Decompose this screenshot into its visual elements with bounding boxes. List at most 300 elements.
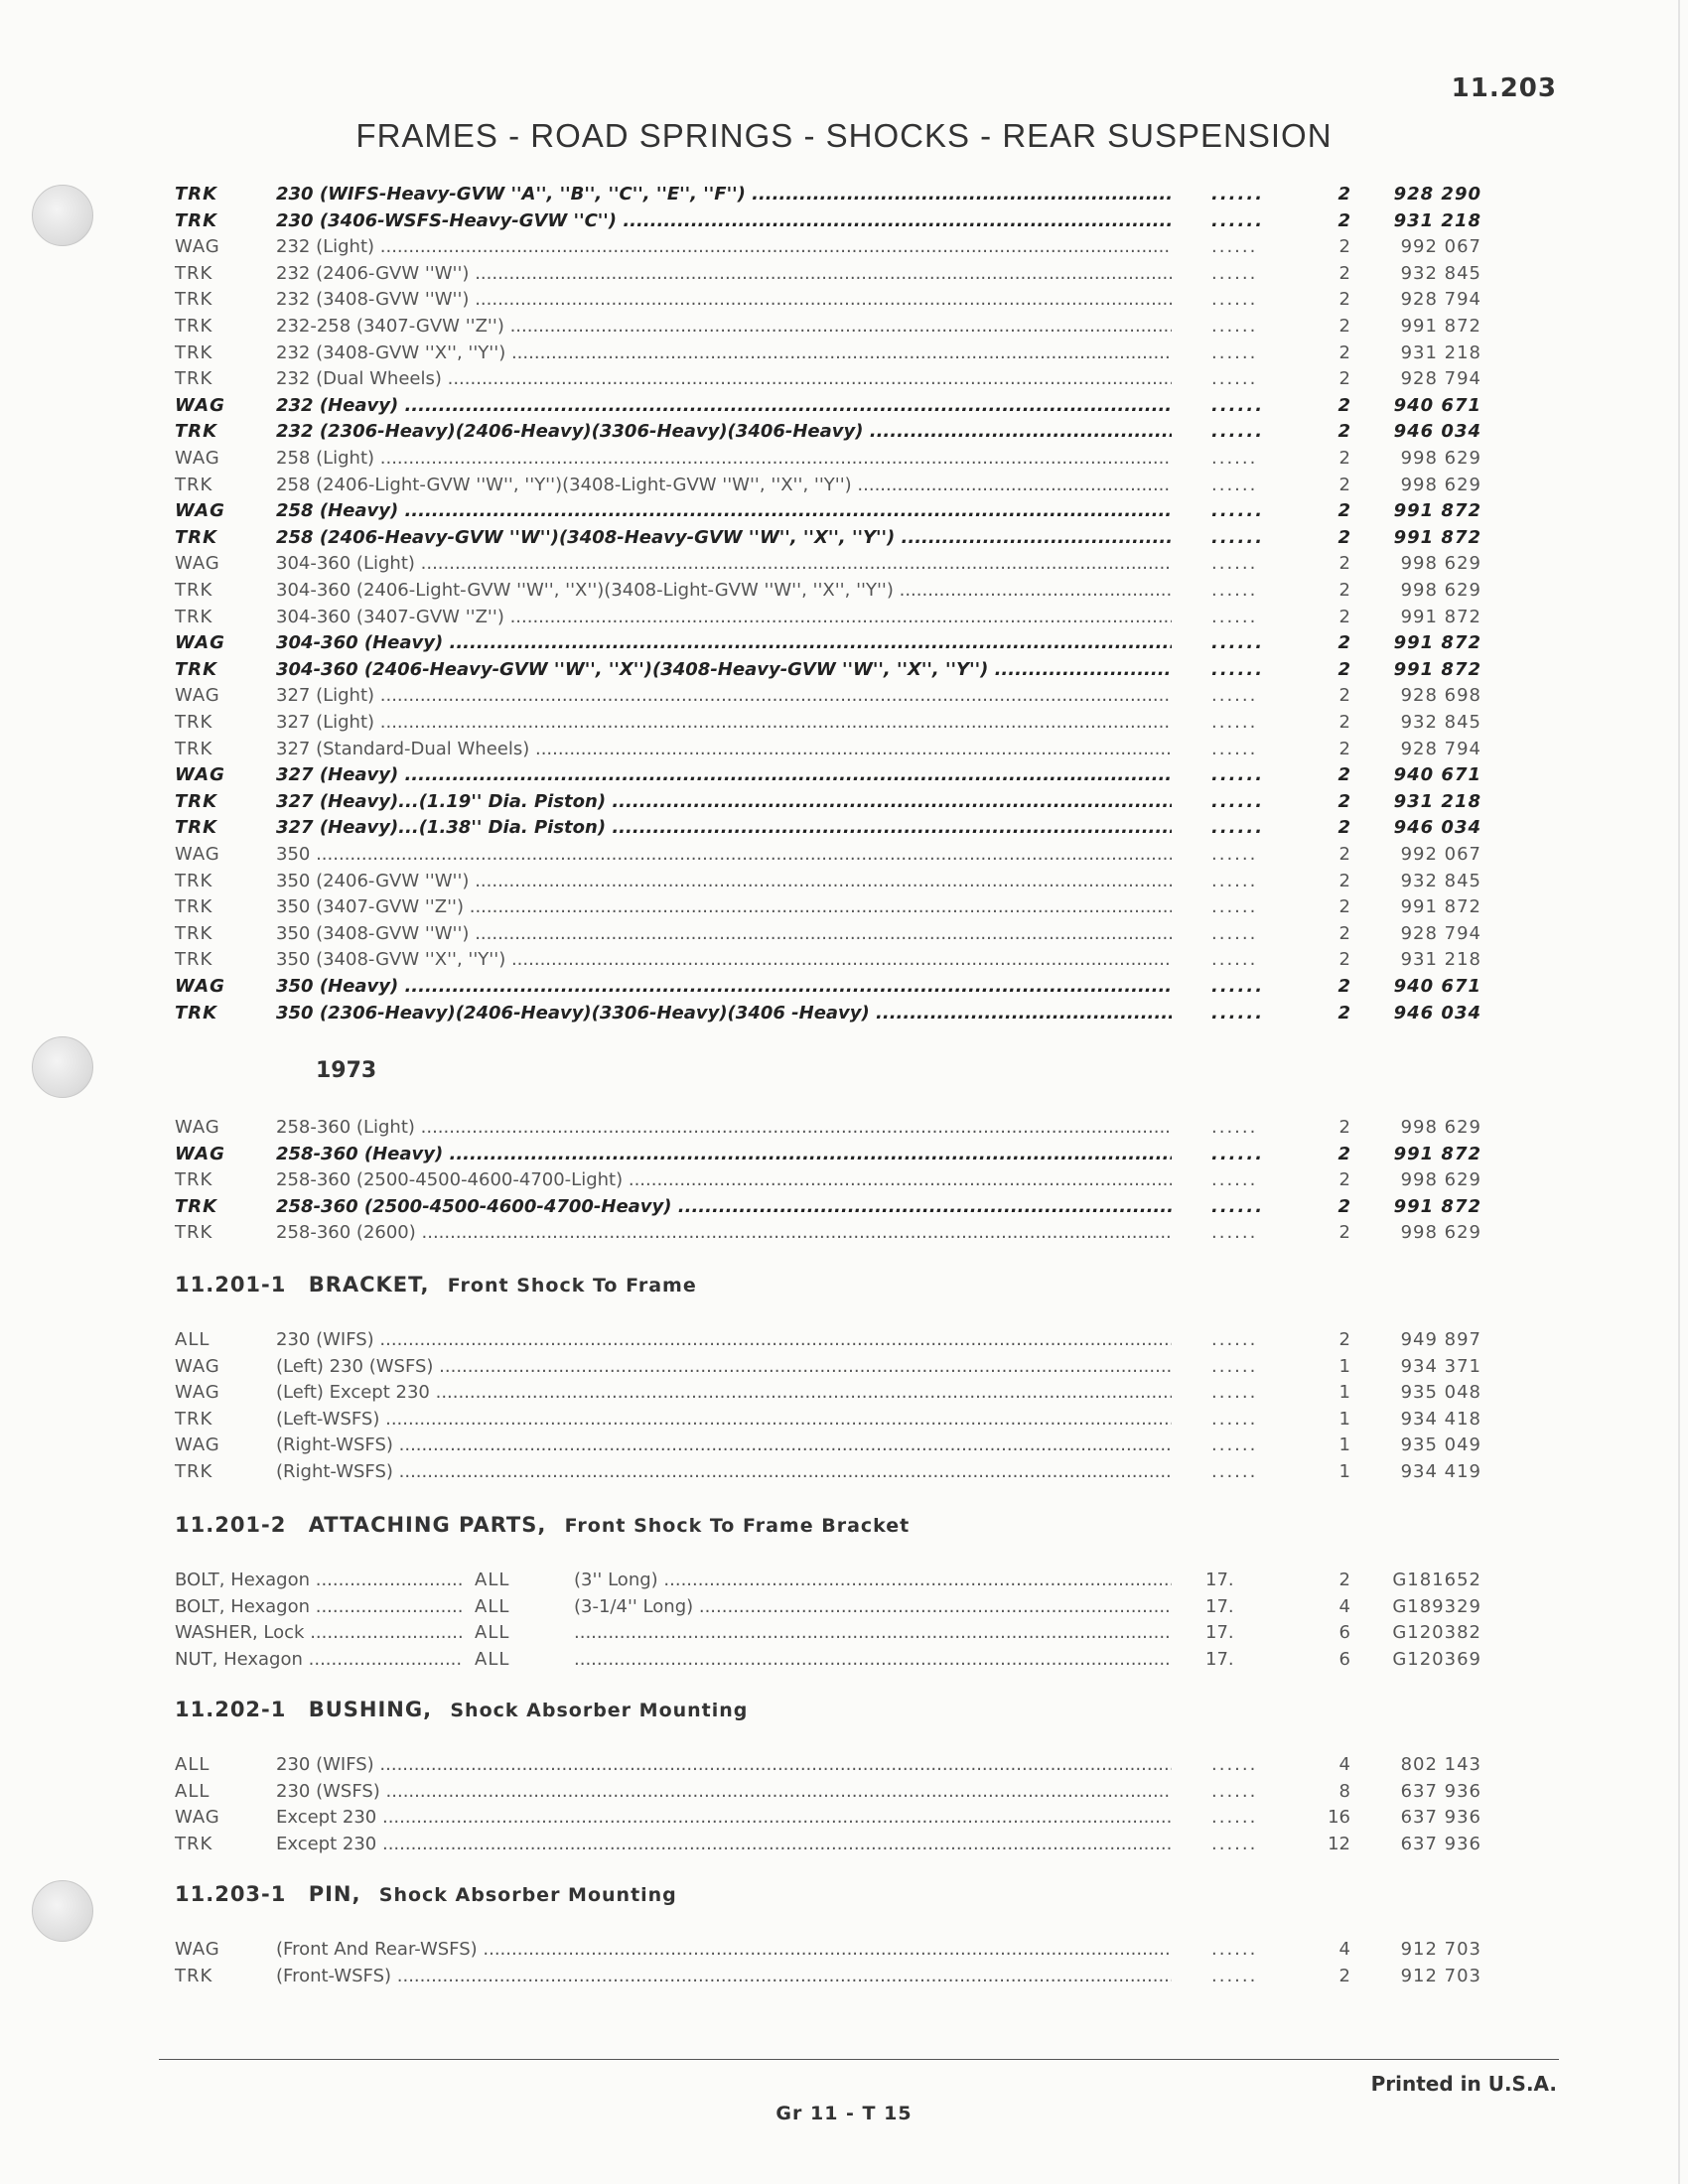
vehicle-type: TRK [175, 341, 213, 363]
part-number: 998 629 [1400, 1169, 1481, 1191]
part-number: 928 794 [1400, 289, 1481, 311]
application-description: 327 (Light) ..... [276, 709, 1172, 736]
table-row [0, 1936, 1688, 1963]
quantity: 2 [1338, 1169, 1350, 1191]
part-number: 934 371 [1400, 1355, 1481, 1377]
table-row [0, 286, 1688, 313]
part-number: 940 671 [1393, 764, 1481, 786]
quantity: 2 [1337, 658, 1350, 680]
application-description: (Right-WSFS) ..... [276, 1458, 1172, 1485]
application-description: Except 230 ..... [276, 1831, 1172, 1857]
part-number: G189329 [1392, 1595, 1481, 1617]
application-description: 304-360 (Heavy) ..... [276, 629, 1172, 656]
vehicle-type: TRK [175, 870, 213, 891]
group-code: ...... [1211, 1195, 1265, 1217]
table-row [0, 841, 1688, 868]
part-number: 991 872 [1393, 1143, 1481, 1164]
part-number: 991 872 [1400, 896, 1481, 918]
part-name: WASHER, Lock ..... [175, 1619, 463, 1646]
table-row [0, 920, 1688, 947]
quantity: 12 [1328, 1833, 1350, 1854]
part-number: 998 629 [1400, 474, 1481, 495]
quantity: 2 [1337, 764, 1350, 786]
group-code: ...... [1211, 394, 1265, 416]
table-row [0, 814, 1688, 841]
group-code: ...... [1211, 526, 1265, 548]
table-row [0, 1219, 1688, 1246]
quantity: 2 [1337, 500, 1350, 522]
group-code: ...... [1211, 316, 1258, 337]
quantity: 2 [1337, 976, 1350, 997]
group-code: ...... [1211, 236, 1258, 258]
quantity: 2 [1338, 580, 1350, 601]
group-number: 17. [1205, 1595, 1234, 1617]
vehicle-type: WAG [175, 1117, 220, 1138]
quantity: 2 [1337, 790, 1350, 812]
group-code: ...... [1211, 712, 1258, 733]
application-description: 232 (Heavy) ..... [276, 392, 1172, 419]
group-code: ...... [1211, 1939, 1258, 1960]
part-number: 928 698 [1400, 685, 1481, 707]
vehicle-type: TRK [175, 262, 213, 284]
application-description: (Front-WSFS) ..... [276, 1963, 1172, 1989]
vehicle-type: WAG [175, 236, 220, 258]
part-number: 932 845 [1400, 712, 1481, 733]
group-code: ...... [1211, 1143, 1265, 1164]
vehicle-type: WAG [175, 685, 220, 707]
vehicle-type: TRK [175, 1222, 213, 1244]
vehicle-type: TRK [175, 817, 218, 839]
table-row [0, 1193, 1688, 1220]
section-number: 11.201-1 [175, 1273, 287, 1297]
vehicle-type: TRK [175, 606, 213, 627]
application-description: 232-258 (3407-GVW ''Z'') ..... [276, 313, 1172, 340]
group-code: ...... [1211, 1169, 1258, 1191]
group-code: ...... [1211, 1002, 1265, 1024]
vehicle-type: WAG [175, 1434, 220, 1456]
table-row [0, 788, 1688, 815]
part-number: 912 703 [1400, 1965, 1481, 1986]
quantity: 2 [1338, 1117, 1350, 1138]
application-description: 350 (3407-GVW ''Z'') ..... [276, 893, 1172, 920]
quantity: 2 [1337, 209, 1350, 231]
table-row [0, 577, 1688, 604]
part-number: 934 418 [1400, 1408, 1481, 1430]
quantity: 2 [1338, 368, 1350, 390]
part-number: 998 629 [1400, 580, 1481, 601]
part-number: 928 794 [1400, 368, 1481, 390]
application-description: (Left) 230 (WSFS) ..... [276, 1353, 1172, 1380]
group-code: ...... [1211, 421, 1265, 443]
part-number: 932 845 [1400, 870, 1481, 891]
application-description [574, 1619, 1172, 1646]
vehicle-type: TRK [175, 658, 218, 680]
application-description: 350 ..... [276, 841, 1172, 868]
vehicle-type: TRK [175, 896, 213, 918]
table-row [0, 1114, 1688, 1141]
quantity: 2 [1338, 289, 1350, 311]
table-row [0, 233, 1688, 260]
quantity: 16 [1328, 1807, 1350, 1829]
table-row [0, 629, 1688, 656]
group-code: ...... [1211, 1780, 1258, 1802]
application-description [574, 1646, 1172, 1673]
part-number: 931 218 [1393, 790, 1481, 812]
group-code: ...... [1211, 1117, 1258, 1138]
group-code: ...... [1211, 817, 1265, 839]
quantity: 2 [1337, 632, 1350, 654]
table-row [0, 445, 1688, 472]
vehicle-type: TRK [175, 790, 218, 812]
part-number: 946 034 [1393, 817, 1481, 839]
part-number: 935 049 [1400, 1434, 1481, 1456]
part-number: 932 845 [1400, 262, 1481, 284]
table-row [0, 550, 1688, 577]
group-code: ...... [1211, 1408, 1258, 1430]
application-description: 232 (2406-GVW ''W'') ..... [276, 260, 1172, 287]
table-row [0, 1831, 1688, 1857]
table-row [0, 497, 1688, 524]
quantity: 2 [1338, 316, 1350, 337]
group-code: ...... [1211, 976, 1265, 997]
table-row [0, 1458, 1688, 1485]
table-row [0, 1963, 1688, 1989]
table-row [0, 868, 1688, 894]
section-subtitle: Shock Absorber Mounting [450, 1700, 749, 1721]
group-code: ...... [1211, 949, 1258, 971]
part-number: 637 936 [1400, 1833, 1481, 1854]
part-number: 931 218 [1400, 949, 1481, 971]
group-code: ...... [1211, 341, 1258, 363]
quantity: 2 [1338, 844, 1350, 865]
section-heading-pin [175, 1882, 677, 1906]
part-number: 928 794 [1400, 738, 1481, 759]
vehicle-type: WAG [175, 764, 225, 786]
table-row [0, 736, 1688, 762]
part-number: 991 872 [1393, 526, 1481, 548]
part-number: 998 629 [1400, 448, 1481, 469]
quantity: 2 [1338, 949, 1350, 971]
application-description: 327 (Light) ..... [276, 682, 1172, 709]
quantity: 2 [1338, 738, 1350, 759]
vehicle-type: TRK [175, 368, 213, 390]
part-name: BOLT, Hexagon ..... [175, 1593, 463, 1620]
quantity: 2 [1338, 712, 1350, 733]
part-number: 991 872 [1400, 606, 1481, 627]
vehicle-type: WAG [175, 1382, 220, 1404]
table-row [0, 1326, 1688, 1353]
quantity: 2 [1337, 1143, 1350, 1164]
part-number: 928 290 [1393, 184, 1481, 205]
quantity: 4 [1338, 1754, 1350, 1775]
quantity: 2 [1338, 474, 1350, 495]
part-number: 991 872 [1393, 500, 1481, 522]
section-number: 11.203-1 [175, 1882, 287, 1906]
table-row [0, 524, 1688, 551]
printed-in-label: Printed in U.S.A. [1370, 2072, 1557, 2096]
table-row [0, 1379, 1688, 1406]
group-code: ...... [1211, 896, 1258, 918]
vehicle-type: TRK [175, 738, 213, 759]
group-code: ...... [1211, 844, 1258, 865]
quantity: 4 [1338, 1595, 1350, 1617]
application-description: 258 (2406-Heavy-GVW ''W'')(3408-Heavy-GVW ''W'', ''X'', ''Y'') ..... [276, 524, 1172, 551]
table-row [0, 1141, 1688, 1167]
table-row [0, 761, 1688, 788]
group-code: ...... [1211, 1382, 1258, 1404]
group-code: ...... [1211, 764, 1265, 786]
vehicle-type: TRK [175, 316, 213, 337]
table-row [0, 973, 1688, 1000]
vehicle-type: WAG [175, 1143, 225, 1164]
part-number: 912 703 [1400, 1939, 1481, 1960]
group-code: ...... [1211, 368, 1258, 390]
footer-rule [159, 2059, 1559, 2060]
part-number: 934 419 [1400, 1461, 1481, 1482]
application-description: 258 (2406-Light-GVW ''W'', ''Y'')(3408-Light-GVW ''W'', ''X'', ''Y'') ..... [276, 472, 1172, 498]
vehicle-type: TRK [175, 184, 218, 205]
application-description: 230 (WIFS) ..... [276, 1751, 1172, 1778]
punch-hole-bottom [32, 1880, 93, 1942]
group-code: ...... [1211, 1355, 1258, 1377]
vehicle-type: TRK [175, 1833, 213, 1854]
application-description: 350 (3408-GVW ''W'') ..... [276, 920, 1172, 947]
quantity: 1 [1338, 1461, 1350, 1482]
part-number: 998 629 [1400, 553, 1481, 575]
table-row [0, 1166, 1688, 1193]
vehicle-type: TRK [175, 289, 213, 311]
group-code: ...... [1211, 1461, 1258, 1482]
part-number: 998 629 [1400, 1117, 1481, 1138]
application-description: 230 (WIFS-Heavy-GVW ''A'', ''B'', ''C'', ''E'', ''F'') ..... [276, 181, 1172, 207]
part-number: 931 218 [1400, 341, 1481, 363]
vehicle-type: TRK [175, 1461, 213, 1482]
vehicle-type: TRK [175, 474, 213, 495]
quantity: 2 [1338, 262, 1350, 284]
quantity: 2 [1338, 1329, 1350, 1350]
table-row [0, 1778, 1688, 1805]
quantity: 1 [1338, 1408, 1350, 1430]
part-number: 802 143 [1400, 1754, 1481, 1775]
application-description: 304-360 (2406-Heavy-GVW ''W'', ''X'')(3408-Heavy-GVW ''W'', ''X'', ''Y'') ..... [276, 656, 1172, 683]
table-row [0, 1432, 1688, 1458]
application-description: (Front And Rear-WSFS) ..... [276, 1936, 1172, 1963]
part-number: 637 936 [1400, 1807, 1481, 1829]
quantity: 2 [1338, 1965, 1350, 1986]
application-description: 258-360 (Light) ..... [276, 1114, 1172, 1141]
group-code: ...... [1211, 632, 1265, 654]
section-name: BRACKET, [308, 1273, 430, 1297]
vehicle-type: TRK [175, 1408, 213, 1430]
quantity: 2 [1337, 184, 1350, 205]
group-code: ...... [1211, 790, 1265, 812]
part-number: 935 048 [1400, 1382, 1481, 1404]
quantity: 1 [1338, 1434, 1350, 1456]
quantity: 1 [1338, 1355, 1350, 1377]
group-code: ...... [1211, 184, 1265, 205]
quantity: 2 [1338, 341, 1350, 363]
vehicle-type: TRK [175, 526, 218, 548]
page-code: Gr 11 - T 15 [775, 2103, 913, 2124]
section-name: BUSHING, [308, 1698, 433, 1721]
vehicle-type: TRK [175, 1002, 218, 1024]
group-code: ...... [1211, 1965, 1258, 1986]
group-number: 17. [1205, 1622, 1234, 1644]
part-name: BOLT, Hexagon ..... [175, 1567, 463, 1593]
vehicle-type: TRK [175, 209, 218, 231]
group-code: ...... [1211, 500, 1265, 522]
group-code: ...... [1211, 1833, 1258, 1854]
group-code: ...... [1211, 1807, 1258, 1829]
part-number: 928 794 [1400, 922, 1481, 944]
application-description: 258 (Heavy) ..... [276, 497, 1172, 524]
table-row [0, 1804, 1688, 1831]
quantity: 2 [1338, 236, 1350, 258]
quantity: 6 [1338, 1622, 1350, 1644]
table-row [0, 682, 1688, 709]
table-row [0, 656, 1688, 683]
group-code: ...... [1211, 209, 1265, 231]
part-number: 637 936 [1400, 1780, 1481, 1802]
quantity: 2 [1338, 922, 1350, 944]
quantity: 2 [1338, 448, 1350, 469]
application-description: 232 (3408-GVW ''X'', ''Y'') ..... [276, 340, 1172, 366]
table-row [0, 260, 1688, 287]
group-code: ...... [1211, 1754, 1258, 1775]
application: ALL [475, 1648, 510, 1670]
application-description: 258-360 (Heavy) ..... [276, 1141, 1172, 1167]
vehicle-type: WAG [175, 500, 225, 522]
table-row [0, 365, 1688, 392]
application-description: 350 (3408-GVW ''X'', ''Y'') ..... [276, 946, 1172, 973]
quantity: 1 [1338, 1382, 1350, 1404]
section-heading-bushing [175, 1698, 748, 1721]
vehicle-type: ALL [175, 1780, 211, 1802]
part-number: 998 629 [1400, 1222, 1481, 1244]
application-description: (3'' Long) ..... [574, 1567, 1172, 1593]
section-number: 11.202-1 [175, 1698, 287, 1721]
table-row [0, 604, 1688, 630]
quantity: 2 [1337, 1002, 1350, 1024]
vehicle-type: WAG [175, 976, 225, 997]
group-code: ...... [1211, 580, 1258, 601]
table-row [0, 181, 1688, 207]
application-description: 350 (2306-Heavy)(2406-Heavy)(3306-Heavy)(3406 -Heavy) ..... [276, 1000, 1172, 1026]
vehicle-type: ALL [175, 1754, 211, 1775]
vehicle-type: WAG [175, 448, 220, 469]
table-row [0, 392, 1688, 419]
table-row [0, 472, 1688, 498]
group-code: ...... [1211, 1434, 1258, 1456]
group-code: ...... [1211, 1329, 1258, 1350]
vehicle-type: TRK [175, 712, 213, 733]
vehicle-type: TRK [175, 421, 218, 443]
group-code: ...... [1211, 553, 1258, 575]
group-code: ...... [1211, 1222, 1258, 1244]
application-description: 230 (3406-WSFS-Heavy-GVW ''C'') ..... [276, 207, 1172, 234]
application: ALL [475, 1570, 510, 1590]
application-description: 327 (Standard-Dual Wheels) ..... [276, 736, 1172, 762]
table-row [0, 340, 1688, 366]
section-subtitle: Front Shock To Frame [447, 1275, 697, 1297]
vehicle-type: TRK [175, 1169, 213, 1191]
application-description: 258-360 (2500-4500-4600-4700-Light) ..... [276, 1166, 1172, 1193]
section-name: PIN, [308, 1882, 361, 1906]
section-name: ATTACHING PARTS, [308, 1513, 547, 1537]
vehicle-type: WAG [175, 844, 220, 865]
application-description: 232 (3408-GVW ''W'') ..... [276, 286, 1172, 313]
vehicle-type: TRK [175, 949, 213, 971]
quantity: 2 [1337, 817, 1350, 839]
table-row [0, 1646, 1688, 1673]
section-number: 11.201-2 [175, 1513, 287, 1537]
section-subtitle: Shock Absorber Mounting [378, 1884, 677, 1906]
quantity: 2 [1338, 870, 1350, 891]
vehicle-type: WAG [175, 1355, 220, 1377]
quantity: 2 [1338, 1222, 1350, 1244]
quantity: 2 [1337, 421, 1350, 443]
quantity: 2 [1338, 896, 1350, 918]
group-code: ...... [1211, 738, 1258, 759]
group-code: ...... [1211, 685, 1258, 707]
application-description: 304-360 (Light) ..... [276, 550, 1172, 577]
application-description: 304-360 (2406-Light-GVW ''W'', ''X'')(3408-Light-GVW ''W'', ''X'', ''Y'') ..... [276, 577, 1172, 604]
application-description: 350 (Heavy) ..... [276, 973, 1172, 1000]
vehicle-type: TRK [175, 1195, 218, 1217]
part-number: 991 872 [1393, 632, 1481, 654]
vehicle-type: WAG [175, 632, 225, 654]
application-description: 258 (Light) ..... [276, 445, 1172, 472]
table-row [0, 1751, 1688, 1778]
part-number: 949 897 [1400, 1329, 1481, 1350]
application-description: 232 (Dual Wheels) ..... [276, 365, 1172, 392]
part-number: 946 034 [1393, 421, 1481, 443]
vehicle-type: ALL [175, 1329, 211, 1350]
quantity: 2 [1338, 685, 1350, 707]
page-number: 11.203 [1451, 73, 1557, 103]
vehicle-type: TRK [175, 1965, 213, 1986]
part-number: G120382 [1392, 1622, 1481, 1644]
application-description: 350 (2406-GVW ''W'') ..... [276, 868, 1172, 894]
table-row [0, 893, 1688, 920]
application-description: Except 230 ..... [276, 1804, 1172, 1831]
application-description: 230 (WIFS) ..... [276, 1326, 1172, 1353]
group-code: ...... [1211, 606, 1258, 627]
table-row [0, 946, 1688, 973]
quantity: 6 [1338, 1648, 1350, 1670]
application-description: 327 (Heavy) ..... [276, 761, 1172, 788]
application-description: 232 (Light) ..... [276, 233, 1172, 260]
table-row [0, 207, 1688, 234]
part-number: 946 034 [1393, 1002, 1481, 1024]
group-code: ...... [1211, 658, 1265, 680]
application-description: (Left) Except 230 ..... [276, 1379, 1172, 1406]
part-number: 991 872 [1393, 658, 1481, 680]
application-description: 232 (2306-Heavy)(2406-Heavy)(3306-Heavy)(3406-Heavy) ..... [276, 418, 1172, 445]
vehicle-type: WAG [175, 553, 220, 575]
table-row [0, 1406, 1688, 1433]
quantity: 2 [1338, 553, 1350, 575]
group-number: 17. [1205, 1648, 1234, 1670]
vehicle-type: WAG [175, 1807, 220, 1829]
group-number: 17. [1205, 1570, 1234, 1590]
group-code: ...... [1211, 870, 1258, 891]
vehicle-type: TRK [175, 580, 213, 601]
application-description: (Right-WSFS) ..... [276, 1432, 1172, 1458]
application-description: 327 (Heavy)...(1.19'' Dia. Piston) ..... [276, 788, 1172, 815]
application-description: 327 (Heavy)...(1.38'' Dia. Piston) ..... [276, 814, 1172, 841]
table-row [0, 1567, 1688, 1593]
